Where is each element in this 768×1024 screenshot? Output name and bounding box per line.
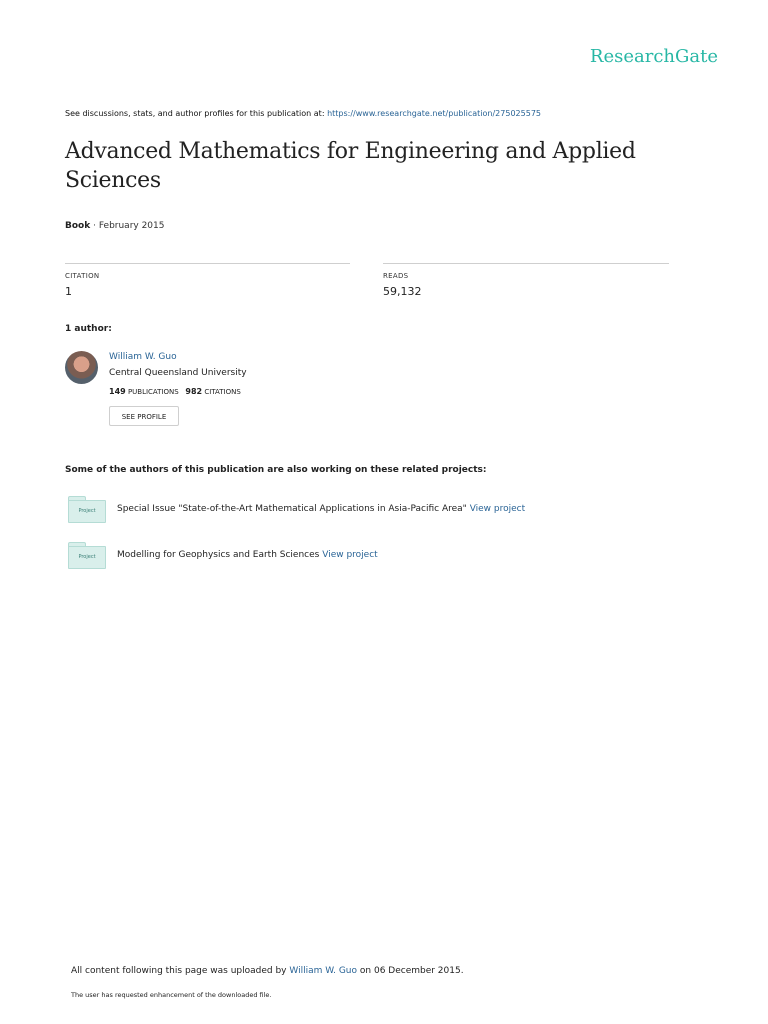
uploader-link[interactable]: William W. Guo bbox=[289, 966, 358, 976]
publication-url-link[interactable]: https://www.researchgate.net/publication/275025575 bbox=[327, 109, 541, 118]
project-badge: Project bbox=[68, 500, 106, 523]
view-project-link[interactable]: View project bbox=[322, 550, 378, 560]
reads-label: READS bbox=[383, 272, 409, 280]
reads-stat bbox=[383, 263, 669, 298]
publication-meta bbox=[65, 221, 165, 231]
publications-label: PUBLICATIONS bbox=[127, 388, 179, 396]
author-stats bbox=[109, 387, 241, 396]
uploaded-suffix: on 06 December 2015. bbox=[359, 966, 464, 976]
author-name-link[interactable]: William W. Guo bbox=[109, 352, 177, 362]
reads-value: 59,132 bbox=[383, 285, 422, 298]
publication-type: Book bbox=[65, 221, 91, 231]
discussions-line bbox=[65, 109, 541, 118]
uploaded-note bbox=[71, 966, 464, 976]
uploaded-prefix: All content following this page was uploaded by bbox=[71, 966, 287, 976]
citations-label: CITATIONS bbox=[204, 388, 241, 396]
avatar[interactable] bbox=[65, 351, 98, 384]
project-title: Special Issue "State-of-the-Art Mathematical Applications in Asia-Pacific Area" bbox=[117, 504, 467, 514]
citations-count: 982 bbox=[185, 387, 203, 396]
project-title: Modelling for Geophysics and Earth Sciences bbox=[117, 550, 320, 560]
enhancement-note: The user has requested enhancement of the downloaded file. bbox=[71, 991, 272, 999]
project-folder-icon bbox=[67, 496, 106, 523]
author-count: 1 author: bbox=[65, 324, 112, 334]
project-badge: Project bbox=[68, 546, 106, 569]
author-institution: Central Queensland University bbox=[109, 368, 247, 378]
publication-date: February 2015 bbox=[98, 221, 165, 231]
discussions-prefix: See discussions, stats, and author profiles for this publication at: bbox=[65, 109, 325, 118]
view-project-link[interactable]: View project bbox=[469, 504, 526, 514]
meta-separator: · bbox=[93, 221, 96, 231]
project-folder-icon bbox=[67, 542, 106, 569]
researchgate-logo[interactable]: ResearchGate bbox=[589, 46, 718, 67]
publication-title: Advanced Mathematics for Engineering and Applied Sciences bbox=[65, 139, 636, 193]
project-item bbox=[67, 542, 567, 570]
project-item bbox=[67, 496, 567, 524]
citation-value: 1 bbox=[65, 285, 72, 298]
citation-label: CITATION bbox=[65, 272, 100, 280]
see-profile-button[interactable]: SEE PROFILE bbox=[109, 406, 179, 426]
related-projects-heading: Some of the authors of this publication are also working on these related projects: bbox=[65, 465, 487, 475]
citation-stat bbox=[65, 263, 350, 298]
publications-count: 149 bbox=[109, 387, 126, 396]
